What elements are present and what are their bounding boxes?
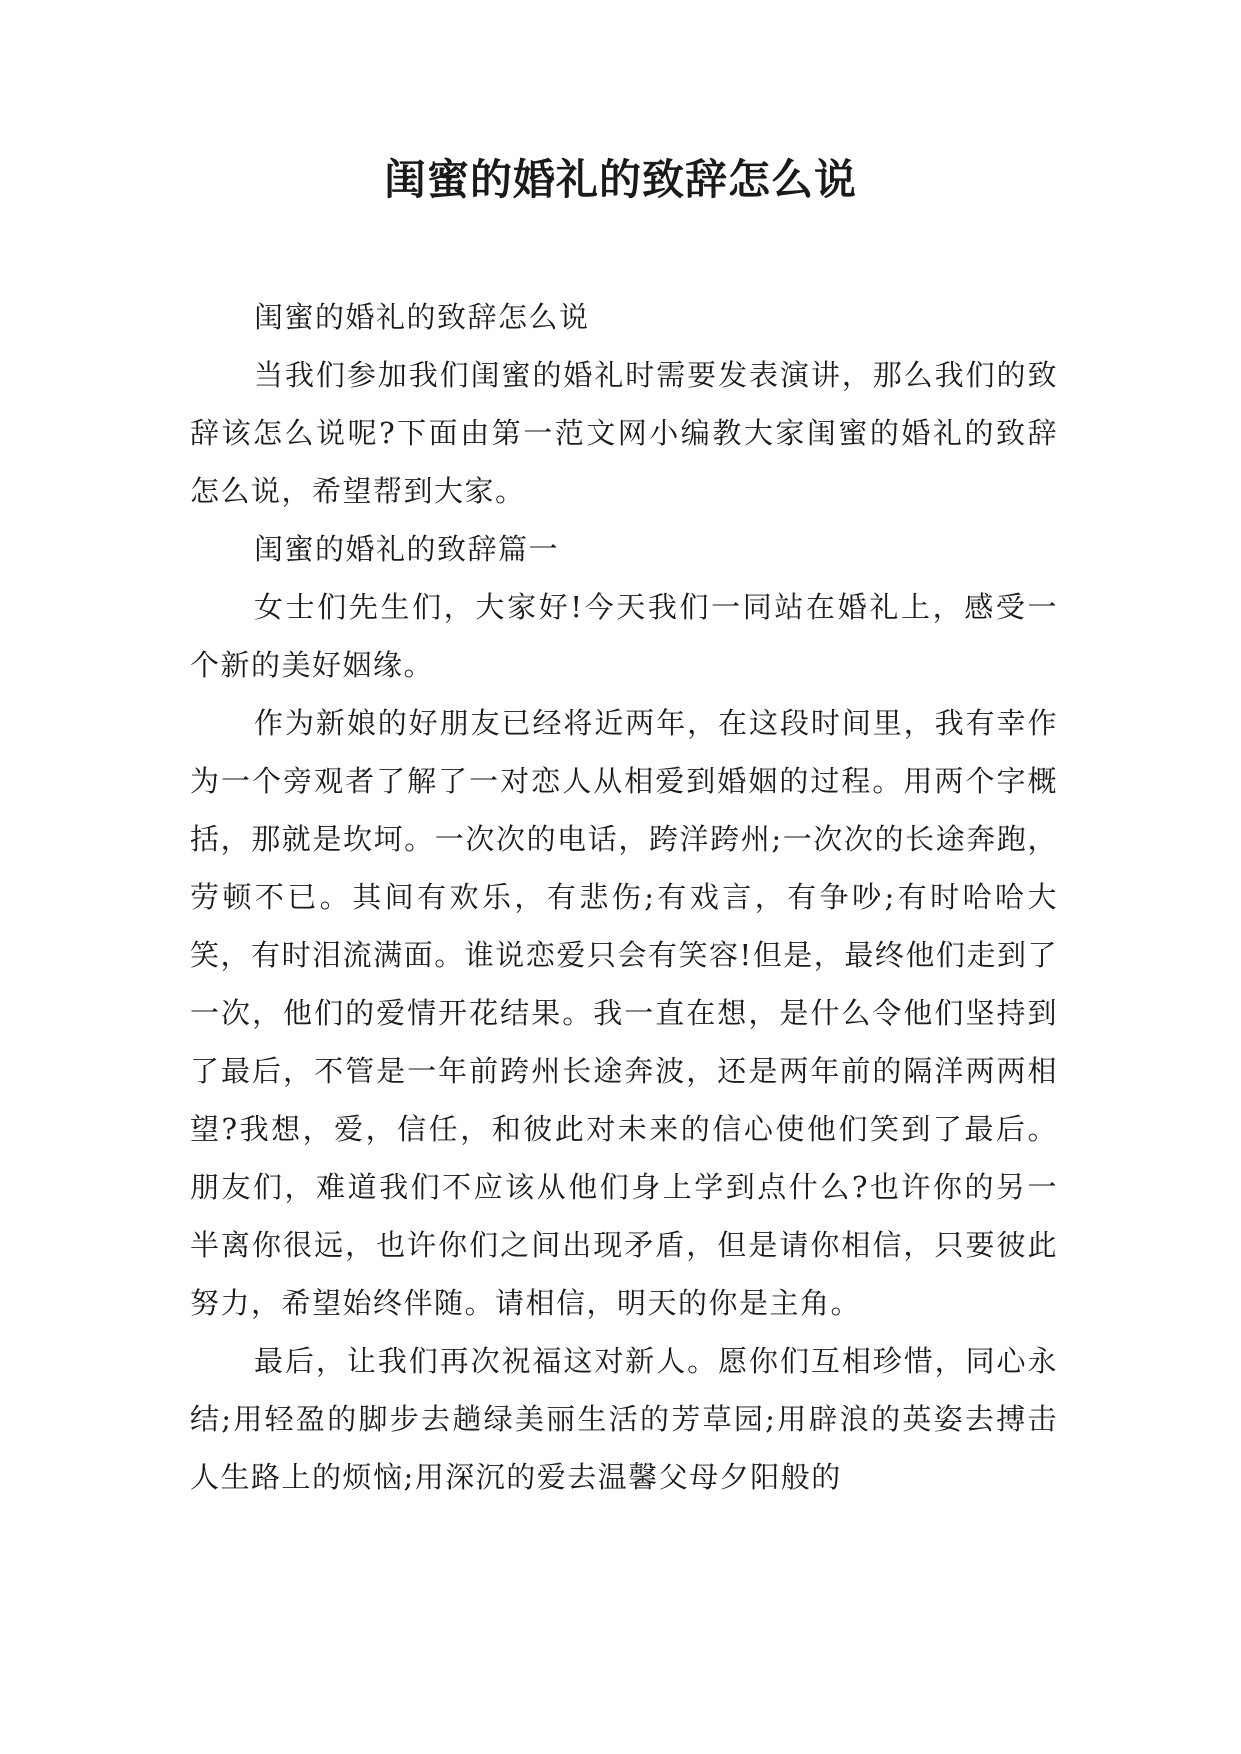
- paragraph-section-heading: 闺蜜的婚礼的致辞篇一: [254, 532, 560, 566]
- paragraph-intro: 当我们参加我们闺蜜的婚礼时需要发表演讲，那么我们的致辞该怎么说呢?下面由第一范文网小编教大家闺蜜的婚礼的致辞怎么说，希望帮到大家。: [190, 358, 1058, 508]
- document-body: [190, 288, 1058, 1506]
- paragraph-greeting: 女士们先生们，大家好!今天我们一同站在婚礼上，感受一个新的美好姻缘。: [190, 590, 1058, 682]
- paragraph-subtitle: 闺蜜的婚礼的致辞怎么说: [254, 300, 590, 334]
- document-title: 闺蜜的婚礼的致辞怎么说: [383, 155, 857, 204]
- paragraph-closing: 最后，让我们再次祝福这对新人。愿你们互相珍惜，同心永结;用轻盈的脚步去趟绿美丽生活的芳草园;用辟浪的英姿去搏击人生路上的烦恼;用深沉的爱去温馨父母夕阳般的: [190, 1344, 1058, 1494]
- paragraph-story: 作为新娘的好朋友已经将近两年，在这段时间里，我有幸作为一个旁观者了解了一对恋人从相爱到婚姻的过程。用两个字概括，那就是坎坷。一次次的电话，跨洋跨州;一次次的长途奔跑，劳顿不已。其间有欢乐，有悲伤;有戏言，有争吵;有时哈哈大笑，有时泪流满面。谁说恋爱只会有笑容!但是，最终他们走到了一次，他们的爱情开花结果。我一直在想，是什么令他们坚持到了最后，不管是一年前跨州长途奔波，还是两年前的隔洋两两相望?我想，爱，信任，和彼此对未来的信心使他们笑到了最后。朋友们，难道我们不应该从他们身上学到点什么?也许你的另一半离你很远，也许你们之间出现矛盾，但是请你相信，只要彼此努力，希望始终伴随。请相信，明天的你是主角。: [190, 706, 1058, 1320]
